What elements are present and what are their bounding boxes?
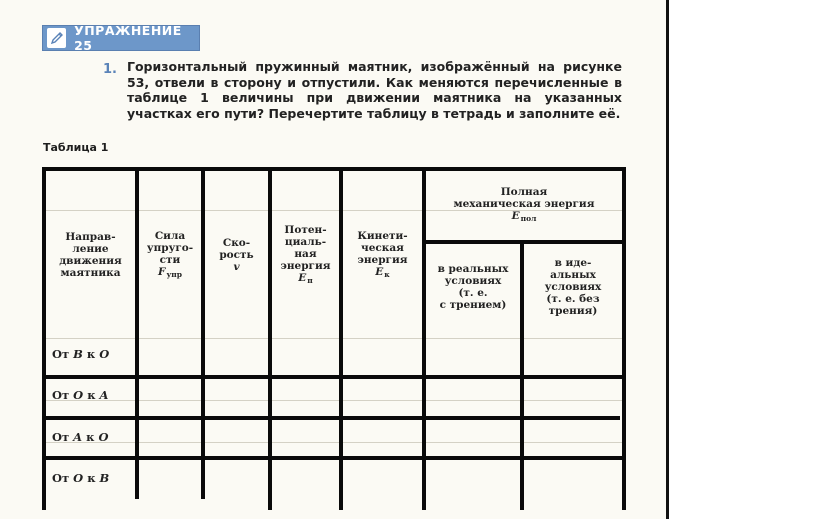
header-total-label: Полная механическая энергия: [453, 185, 595, 210]
header-speed: [205, 200, 268, 310]
header-potential-sub: п: [307, 275, 313, 285]
task-number: 1.: [103, 62, 117, 77]
header-speed-label: Ско- рость: [219, 237, 254, 261]
row-from: O: [73, 388, 84, 402]
table-total-divider: [424, 240, 626, 244]
header-kinetic-label: Кинети- ческая энергия: [357, 229, 408, 266]
row-prefix: От: [52, 430, 70, 444]
row-from: B: [73, 347, 83, 361]
row-to: O: [98, 430, 109, 444]
header-real-label: в реальных условиях (т. е. с трением): [437, 263, 509, 311]
row-label-b-to-o: [52, 347, 109, 361]
header-ideal-label: в иде- альных условиях (т. е. без трения): [544, 257, 602, 317]
exercise-title: УПРАЖНЕНИЕ 25: [74, 23, 182, 53]
header-potential-symbol: E: [298, 271, 307, 284]
row-to: O: [99, 347, 110, 361]
table-row-divider: [42, 375, 622, 379]
printed-table-line: [44, 442, 622, 443]
header-speed-symbol: v: [233, 261, 240, 273]
row-mid: к: [87, 388, 96, 402]
table-row-divider: [42, 416, 620, 420]
table-top-border: [42, 167, 626, 171]
row-prefix: От: [52, 388, 70, 402]
header-potential: [272, 200, 339, 310]
row-label-a-to-o: [52, 430, 108, 444]
printed-table-line: [44, 338, 622, 339]
header-kinetic-symbol: E: [375, 265, 384, 278]
vertical-divider-line: [666, 0, 669, 519]
header-force-label: Сила упруго- сти: [146, 229, 194, 266]
row-mid: к: [87, 471, 96, 485]
row-from: A: [73, 430, 83, 444]
printed-table-line: [44, 400, 622, 401]
header-kinetic-sub: к: [384, 269, 390, 279]
row-mid: к: [86, 347, 96, 361]
row-to: B: [99, 471, 110, 485]
header-potential-label: Потен- циаль- ная энергия: [280, 223, 331, 272]
row-label-o-to-a: [52, 388, 108, 402]
table-caption: Таблица 1: [43, 141, 109, 154]
row-from: O: [73, 471, 84, 485]
header-total-energy: [426, 172, 622, 238]
header-force-sub: упр: [166, 269, 182, 279]
header-force-symbol: F: [157, 265, 166, 278]
row-prefix: От: [52, 471, 70, 485]
table-row-divider: [42, 456, 622, 460]
header-force: [139, 200, 201, 310]
row-label-o-to-b: [52, 471, 109, 485]
header-kinetic: [343, 200, 422, 310]
row-to: A: [99, 388, 109, 402]
table-right-border: [622, 167, 626, 510]
header-total-sub: пол: [520, 213, 537, 223]
header-total-symbol: E: [511, 209, 520, 222]
row-prefix: От: [52, 347, 70, 361]
header-direction: [46, 200, 135, 310]
pencil-icon: [47, 28, 66, 48]
task-text: Горизонтальный пружинный маятник, изображённый на рисунке 53, отвели в сторону и отпустили. Как меняются перечисленные в таблице 1 величины при движении маятника на указанных участках его пути? Перечертите таблицу в тетрадь и заполните её.: [127, 59, 622, 121]
header-direction-label: Направ- ление движения маятника: [59, 231, 122, 279]
header-ideal-conditions: [524, 246, 622, 328]
exercise-header: [42, 25, 200, 51]
header-real-conditions: [426, 246, 520, 328]
row-mid: к: [86, 430, 95, 444]
